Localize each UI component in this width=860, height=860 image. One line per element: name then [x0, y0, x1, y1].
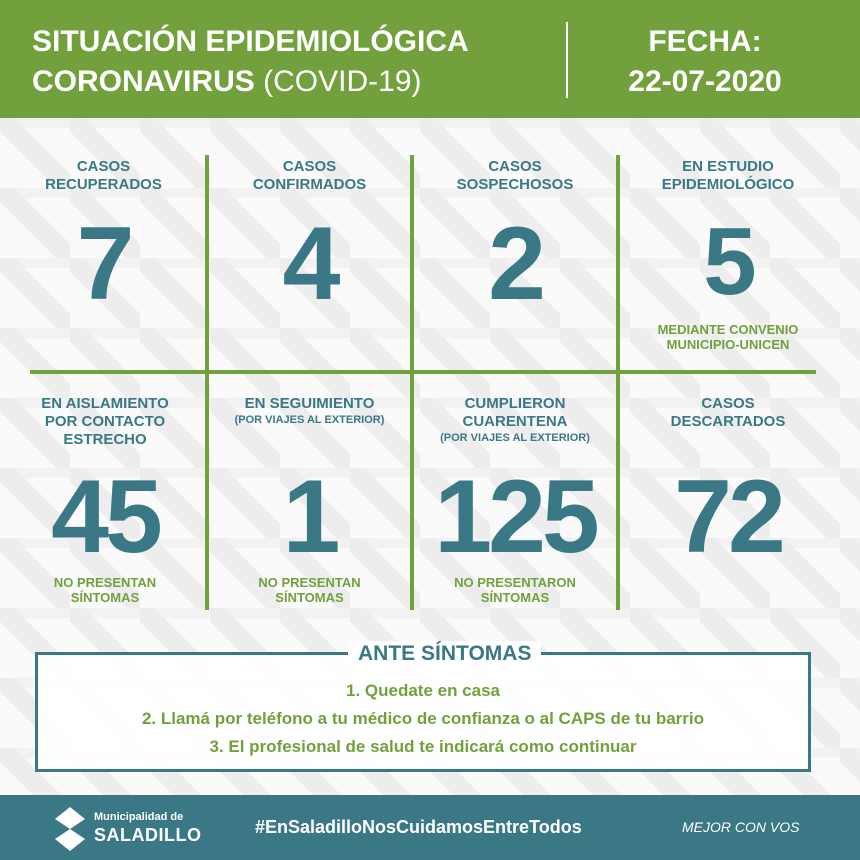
symptom-step: 3. El profesional de salud te indicará como continuar: [209, 737, 637, 756]
symptoms-steps: [38, 677, 808, 761]
stat-en-estudio: [618, 158, 838, 352]
stat-sublabel: (POR VIAJES AL EXTERIOR): [234, 414, 385, 426]
stat-note: NO PRESENTAN: [53, 575, 157, 590]
stat-value: 1: [282, 459, 337, 575]
stat-descartados: [618, 395, 838, 575]
stat-label: SOSPECHOSOS: [456, 176, 574, 193]
stat-aislamiento: [0, 395, 210, 605]
stat-label: CONFIRMADOS: [252, 176, 367, 193]
stat-value: 4: [282, 206, 337, 322]
header-divider: [566, 22, 568, 98]
saladillo-logo-icon: [55, 807, 85, 851]
stat-value: 72: [674, 459, 782, 575]
stat-label: EN SEGUIMIENTO: [244, 395, 375, 412]
stat-value: 5: [703, 208, 753, 315]
stat-value: 7: [76, 206, 131, 322]
stat-label: EPIDEMIOLÓGICO: [661, 176, 795, 193]
stat-note: NO PRESENTARON: [454, 575, 576, 590]
logo-text: Municipalidad de: [94, 811, 184, 823]
stat-label: EN AISLAMIENTO: [41, 395, 169, 412]
stat-sublabel: (POR VIAJES AL EXTERIOR): [440, 432, 590, 444]
date-block: [580, 22, 830, 102]
symptoms-box: [35, 642, 811, 772]
symptom-step: 2. Llamá por teléfono a tu médico de confianza o al CAPS de tu barrio: [141, 709, 705, 728]
title-line1: SITUACIÓN EPIDEMIOLÓGICA: [32, 25, 469, 58]
stat-label: CASOS: [76, 158, 131, 175]
stat-label: CASOS: [488, 158, 542, 175]
stat-label: EN ESTUDIO: [682, 158, 774, 175]
stat-value: 125: [434, 459, 596, 575]
stat-note: MEDIANTE CONVENIO: [657, 322, 799, 337]
stat-sospechosos: [412, 158, 618, 322]
stat-value: 2: [488, 206, 542, 322]
logo-text: SALADILLO: [94, 825, 202, 845]
stat-label: CUARENTENA: [462, 413, 568, 430]
stat-note: SÍNTOMAS: [70, 590, 140, 605]
stat-label: CUMPLIERON: [464, 395, 566, 412]
hashtag: #EnSaladilloNosCuidamosEntreTodos: [255, 817, 582, 837]
stat-label: DESCARTADOS: [670, 413, 786, 430]
stat-label: CASOS: [282, 158, 337, 175]
symptoms-title: ANTE SÍNTOMAS: [348, 641, 541, 667]
stat-label: CASOS: [701, 395, 755, 412]
symptom-step: 1. Quedate en casa: [345, 681, 501, 700]
header: [0, 0, 860, 118]
stat-label: ESTRECHO: [63, 431, 147, 448]
stat-cumplieron-cuarentena: [412, 395, 618, 605]
stat-note: NO PRESENTAN: [258, 575, 361, 590]
stat-note: MUNICIPIO-UNICEN: [666, 337, 790, 352]
grid-divider: [30, 370, 816, 374]
stat-recuperados: [0, 158, 207, 322]
stat-confirmados: [207, 158, 412, 322]
title-covid: (COVID-19): [263, 65, 422, 98]
stat-value: 45: [51, 459, 159, 575]
stat-note: SÍNTOMAS: [480, 590, 550, 605]
slogan: MEJOR CON VOS: [682, 819, 800, 835]
date-value: 22-07-2020: [628, 65, 782, 98]
stat-label: RECUPERADOS: [45, 176, 162, 193]
stat-note: SÍNTOMAS: [275, 590, 344, 605]
stat-seguimiento: [207, 395, 412, 605]
page-title: [32, 22, 469, 102]
date-label: FECHA:: [648, 25, 762, 58]
title-line2: CORONAVIRUS: [32, 65, 255, 98]
footer: [0, 795, 860, 860]
stat-label: POR CONTACTO: [44, 413, 166, 430]
